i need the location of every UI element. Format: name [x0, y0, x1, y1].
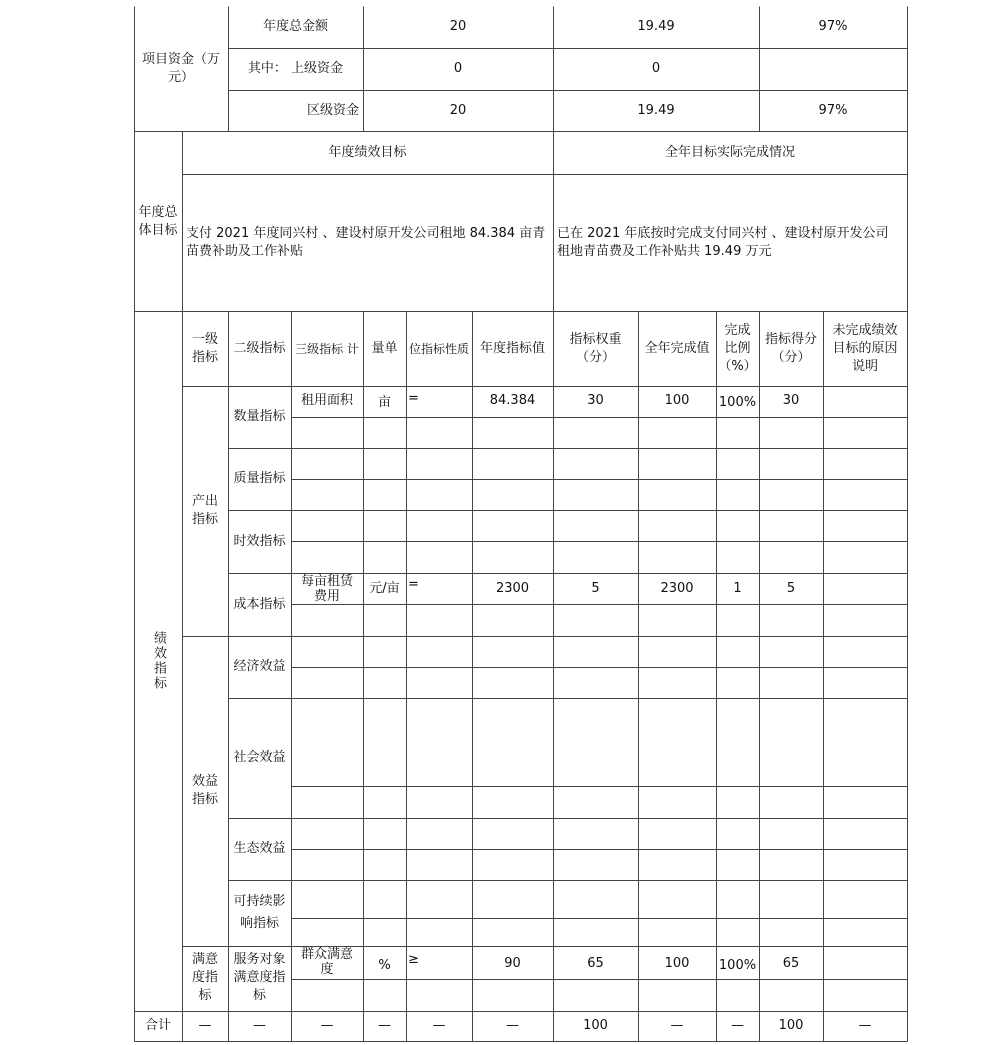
quantity-indicator: 数量指标: [233, 409, 286, 424]
district-rate-value: 97%: [818, 103, 848, 118]
rent-per-mu-unit: 元/亩: [369, 580, 400, 596]
header-completed: 全年完成值: [644, 340, 710, 356]
rented-area-score: 30: [782, 393, 800, 408]
rented-area-value: 84.384: [489, 393, 536, 408]
public-satisfaction-nature: ≥: [408, 952, 419, 967]
rent-per-mu-name: 每亩租赁 费用: [300, 573, 353, 604]
total-dash-ratio: —: [731, 1018, 744, 1033]
social-benefit: 社会效益: [233, 750, 286, 765]
total-weight: 100: [583, 1018, 608, 1033]
district-funds-label: 区级资金: [306, 103, 359, 118]
total-dash-unit: —: [378, 1018, 391, 1033]
total-amount-label: 年度总金额: [262, 19, 328, 34]
annual-goal-label: 年度总 体目标: [138, 204, 178, 238]
rent-per-mu-done: 2300: [660, 580, 694, 596]
public-satisfaction-value: 90: [504, 956, 521, 971]
total-dash-level1: —: [198, 1018, 212, 1033]
total-actual-value: 19.49: [637, 19, 675, 34]
rented-area-name: 租用面积: [300, 393, 353, 408]
rented-area-weight: 30: [587, 393, 604, 408]
total-dash-reason: —: [858, 1018, 872, 1033]
total-budget-value: 20: [449, 19, 467, 34]
total-dash-nature: —: [432, 1018, 446, 1033]
total-dash-annual: —: [506, 1018, 519, 1033]
district-actual-value: 19.49: [637, 103, 675, 118]
public-satisfaction-done: 100: [664, 956, 690, 971]
public-satisfaction-unit: %: [378, 958, 391, 973]
rent-per-mu-nature: =: [408, 577, 419, 592]
header-level2: 二级指标: [233, 340, 286, 356]
header-score: 指标得分 （分）: [764, 331, 817, 365]
public-satisfaction-score: 65: [782, 956, 800, 971]
actual-text: 已在 2021 年底按时完成支付同兴村 、建设村原开发公司 租地青苗费及工作补贴共 19.49 万元: [557, 225, 889, 259]
service-satisfaction-indicator: 服务对象 满意度指 标: [233, 952, 286, 1003]
rent-per-mu-weight: 5: [591, 580, 600, 596]
header-annual-value: 年度指标值: [479, 340, 545, 356]
total-dash-completed: —: [670, 1018, 684, 1033]
total-label: 合计: [144, 1018, 171, 1033]
rent-per-mu-score: 5: [786, 580, 796, 596]
header-level3: 三级指标 计: [295, 341, 359, 356]
target-text: 支付 2021 年度同兴村 、建设村原开发公司租地 84.384 亩青 苗费补助及工作补贴: [186, 225, 546, 259]
public-satisfaction-name: 群众满意 度: [300, 947, 353, 977]
header-weight: 指标权重 （分）: [569, 331, 622, 365]
target-header: 年度绩效目标: [328, 145, 407, 160]
upper-budget-value: 0: [453, 61, 463, 76]
funds-label: 项目资金（万 元）: [141, 51, 220, 85]
public-satisfaction-weight: 65: [587, 956, 604, 971]
header-unit: 量单: [371, 340, 398, 356]
total-dash-level2: —: [253, 1018, 266, 1033]
rented-area-unit: 亩: [377, 395, 391, 410]
rent-per-mu-value: 2300: [495, 580, 530, 596]
upper-actual-value: 0: [651, 61, 661, 76]
total-dash-level3: —: [320, 1018, 334, 1033]
rented-area-ratio: 100%: [718, 395, 757, 410]
actual-header: 全年目标实际完成情况: [664, 145, 795, 160]
rented-area-nature: =: [408, 391, 419, 406]
ecological-benefit: 生态效益: [233, 841, 286, 856]
total-rate-value: 97%: [818, 19, 848, 34]
performance-indicator-label: 绩效指标: [151, 631, 166, 691]
header-level1: 一级 指标: [191, 331, 218, 365]
upper-funds-label: 其中： 上级资金: [247, 61, 344, 76]
rent-per-mu-ratio: 1: [733, 580, 742, 596]
sustainable-impact: 可持续影 响指标: [233, 894, 286, 931]
district-budget-value: 20: [449, 103, 467, 118]
rented-area-done: 100: [664, 393, 690, 408]
satisfaction-indicator-label: 满意 度指 标: [191, 952, 218, 1003]
public-satisfaction-ratio: 100%: [718, 958, 757, 973]
cost-indicator: 成本指标: [233, 596, 286, 612]
quality-indicator: 质量指标: [233, 471, 286, 486]
economic-benefit: 经济效益: [233, 659, 286, 674]
header-ratio: 完成 比例 （%）: [718, 322, 757, 374]
total-score: 100: [778, 1018, 804, 1033]
timeliness-indicator: 时效指标: [233, 533, 286, 549]
benefit-indicator-label: 效益 指标: [191, 774, 218, 807]
header-reason: 未完成绩效 目标的原因 说明: [832, 322, 898, 374]
output-indicator-label: 产出 指标: [191, 494, 218, 527]
header-nature: 位指标性质: [408, 341, 469, 356]
